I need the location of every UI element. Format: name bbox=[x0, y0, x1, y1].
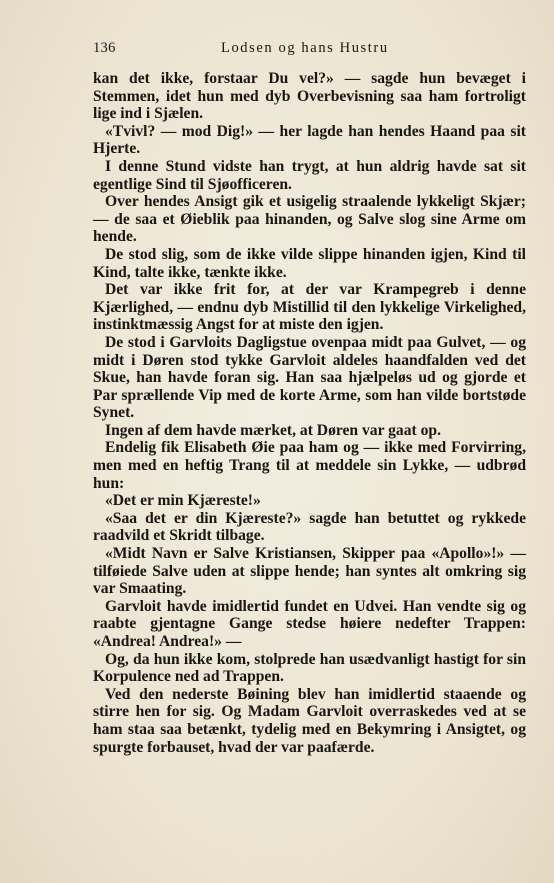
paragraph: Endelig fik Elisabeth Øie paa ham og — ikke med Forvirring, men med en heftig Trang til at meddele sin Lykke, — udbrød hun: bbox=[93, 439, 526, 492]
running-head bbox=[93, 38, 526, 64]
paragraph: «Det er min Kjæreste!» bbox=[105, 492, 261, 510]
paragraph: kan det ikke, forstaar Du vel?» — sagde hun bevæget i Stemmen, idet hun med dyb Overbevisning saa ham fortroligt lige ind i Sjælen. bbox=[93, 70, 526, 123]
paragraph: «Midt Navn er Salve Kristiansen, Skipper paa «Apollo»!» — tilføiede Salve uden at slippe hende; han syntes alt omkring sig var Smaating. bbox=[93, 545, 526, 598]
body-text bbox=[93, 70, 526, 756]
paragraph: Og, da hun ikke kom, stolprede han usædvanligt hastigt for sin Korpulence ned ad Trappen. bbox=[93, 650, 526, 686]
paragraph: De stod slig, som de ikke vilde slippe hinanden igjen, Kind til Kind, talte ikke, tænkte ikke. bbox=[93, 245, 526, 281]
paragraph: Garvloit havde imidlertid fundet en Udvei. Han vendte sig og raabte gjentagne Gange stedse høiere nedefter Trappen: «Andrea! Andrea!» — bbox=[93, 597, 526, 650]
book-page bbox=[93, 38, 526, 756]
paragraph: «Tvivl? — mod Dig!» — her lagde han hendes Haand paa sit Hjerte. bbox=[93, 122, 526, 158]
paragraph: I denne Stund vidste han trygt, at hun aldrig havde sat sit egentlige Sind til Sjøofficeren. bbox=[93, 157, 526, 193]
paragraph: Ingen af dem havde mærket, at Døren var gaat op. bbox=[105, 421, 441, 439]
page-number: 136 bbox=[93, 40, 116, 56]
paragraph: Over hendes Ansigt gik et usigelig straalende lykkeligt Skjær; — de saa et Øieblik paa hinanden, og Salve slog sine Arme om hende. bbox=[93, 193, 526, 246]
paragraph: Det var ikke frit for, at der var Krampegreb i denne Kjærlighed, — endnu dyb Mistillid til den lykkelige Virkelighed, instinktmæssig Angst for at miste den igjen. bbox=[93, 281, 526, 334]
paragraph: De stod i Garvloits Dagligstue ovenpaa midt paa Gulvet, — og midt i Døren stod tykke Garvloit aldeles haandfalden ved det Skue, han havde foran sig. Han saa hjælpeløs ud og gjorde et Par sprællende Vip med de korte Arme, som han vilde bortstøde Synet. bbox=[93, 333, 526, 422]
paragraph: «Saa det er din Kjæreste?» sagde han betuttet og rykkede raadvild et Skridt tilbage. bbox=[93, 509, 526, 545]
paragraph: Ved den nederste Bøining blev han imidlertid staaende og stirre hen for sig. Og Madam Garvloit overraskedes ved at se ham staa saa betænkt, tydelig med en Bekymring i Ansigtet, og spurgte forbauset, hvad der var paafærde. bbox=[93, 685, 526, 756]
running-title: Lodsen og hans Hustru bbox=[221, 40, 389, 56]
